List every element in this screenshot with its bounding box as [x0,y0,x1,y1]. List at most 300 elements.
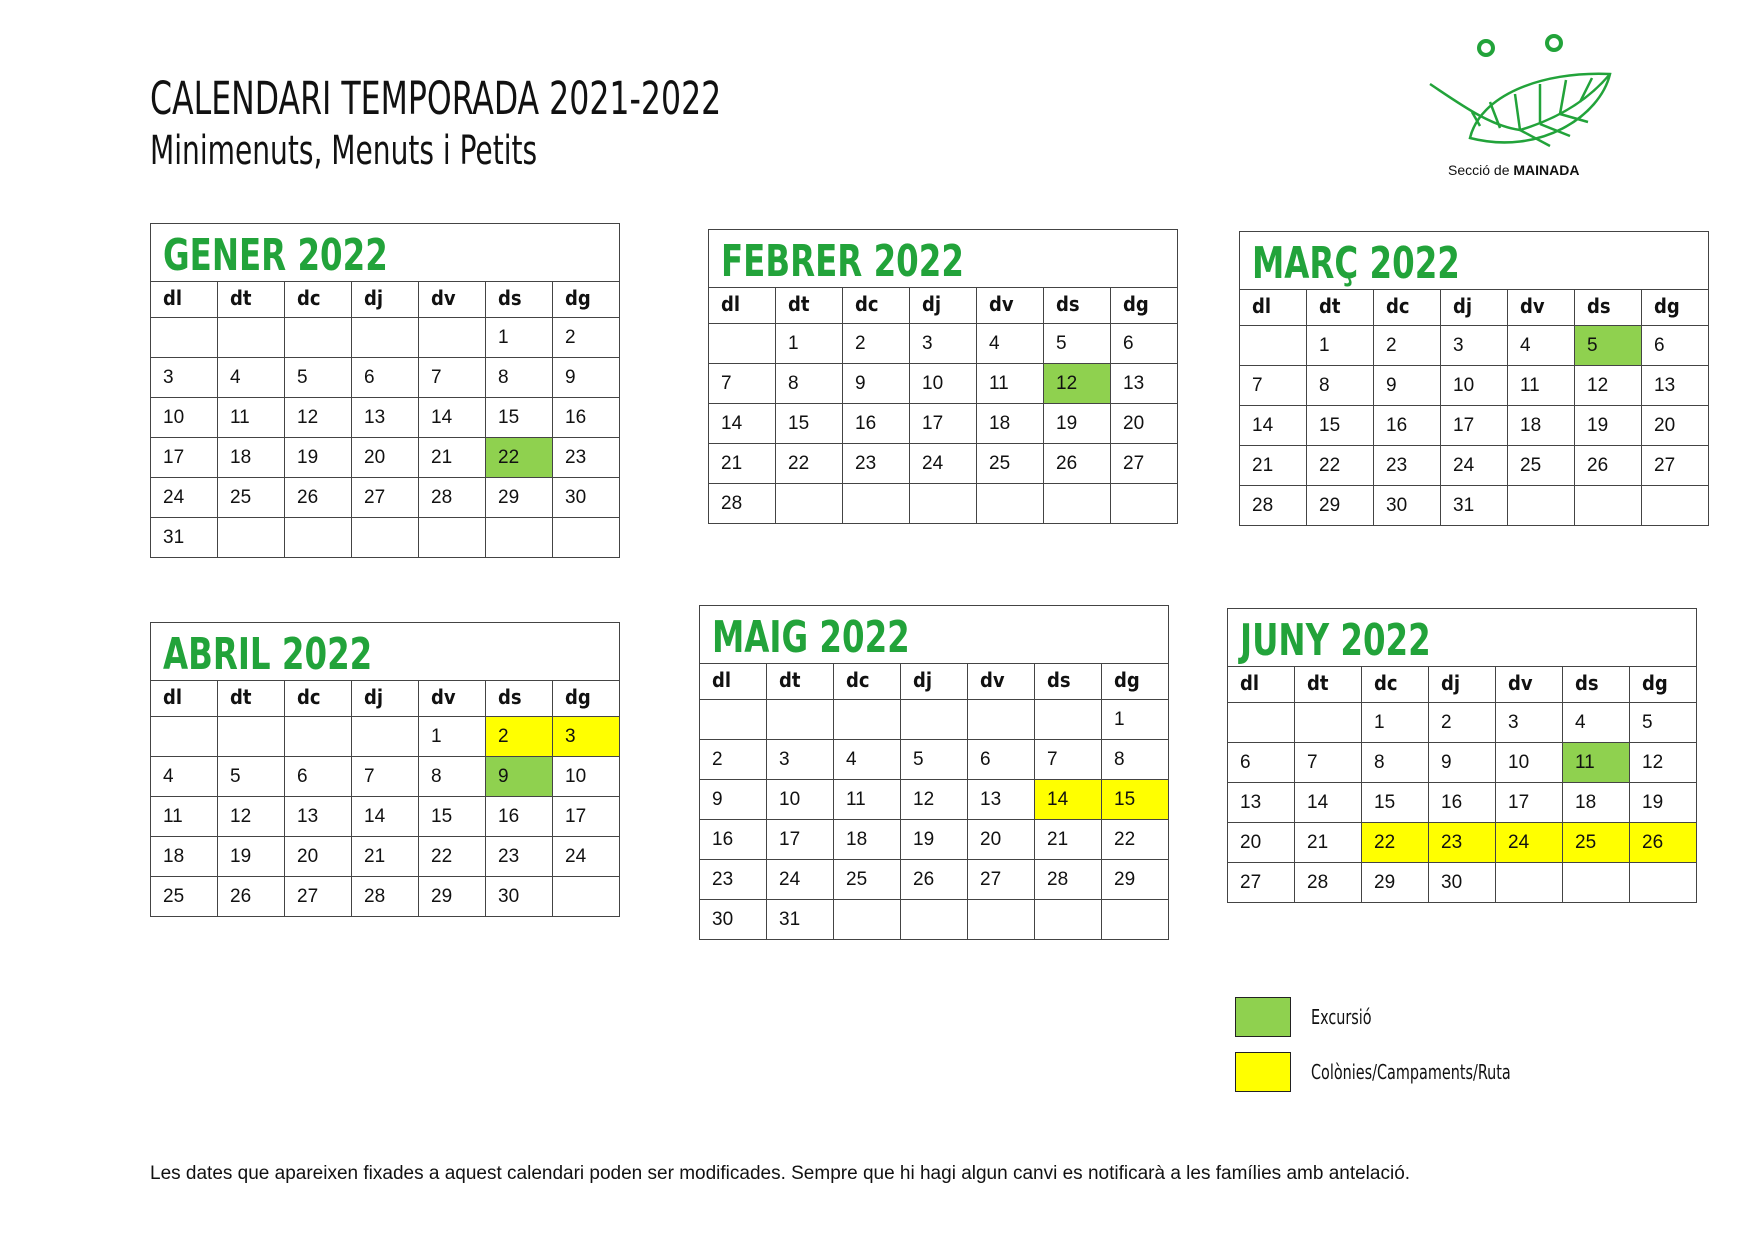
day-cell: 30 [1429,863,1496,903]
day-cell: 28 [1295,863,1362,903]
month-calendar [699,605,1169,940]
legend-label: Colònies/Campaments/Ruta [1311,1060,1511,1084]
day-cell: 14 [1035,780,1102,820]
day-cell: 9 [1429,743,1496,783]
day-cell: 27 [1642,446,1709,486]
day-cell: 20 [285,837,352,877]
day-cell: 28 [709,484,776,524]
empty-day-cell [218,717,285,757]
weekday-header: dj [1429,667,1496,703]
week-row [1240,406,1709,446]
day-cell: 17 [553,797,620,837]
day-cell: 17 [151,438,218,478]
week-row [700,780,1169,820]
day-cell: 24 [151,478,218,518]
weekday-header: ds [1563,667,1630,703]
week-row [151,398,620,438]
legend-item-excursio [1235,995,1561,1039]
day-cell: 10 [910,364,977,404]
day-cell: 5 [1044,324,1111,364]
week-row [151,438,620,478]
day-cell: 11 [218,398,285,438]
empty-day-cell [834,700,901,740]
day-cell: 24 [910,444,977,484]
week-row [151,797,620,837]
weekday-header-row [700,664,1169,700]
day-cell: 11 [1563,743,1630,783]
day-cell: 23 [700,860,767,900]
week-row [700,900,1169,940]
day-cell: 22 [419,837,486,877]
day-cell: 6 [968,740,1035,780]
week-row [151,877,620,917]
day-cell: 6 [1642,326,1709,366]
empty-day-cell [901,900,968,940]
day-cell: 1 [1307,326,1374,366]
empty-day-cell [1496,863,1563,903]
day-cell: 21 [419,438,486,478]
day-cell: 1 [419,717,486,757]
day-cell: 7 [709,364,776,404]
day-cell: 26 [1575,446,1642,486]
legend [1235,995,1561,1105]
week-row [700,700,1169,740]
day-cell: 9 [843,364,910,404]
empty-day-cell [1642,486,1709,526]
weekday-header: ds [486,681,553,717]
day-cell: 27 [285,877,352,917]
weekday-header: dc [843,288,910,324]
legend-swatch-colonies [1235,1052,1291,1092]
empty-day-cell [1295,703,1362,743]
weekday-header: dt [218,681,285,717]
weekday-header: dt [1295,667,1362,703]
day-cell: 13 [1111,364,1178,404]
empty-day-cell [1035,900,1102,940]
day-cell: 16 [700,820,767,860]
day-cell: 31 [151,518,218,558]
day-cell: 30 [1374,486,1441,526]
weekday-header: ds [1035,664,1102,700]
empty-day-cell [709,324,776,364]
day-cell: 15 [1102,780,1169,820]
day-cell: 16 [553,398,620,438]
day-cell: 1 [486,318,553,358]
empty-day-cell [776,484,843,524]
day-cell: 24 [553,837,620,877]
day-cell: 10 [1496,743,1563,783]
week-row [1240,446,1709,486]
empty-day-cell [1575,486,1642,526]
leaf-face-icon [1420,26,1630,166]
day-cell: 11 [1508,366,1575,406]
week-row [709,324,1178,364]
day-cell: 2 [1374,326,1441,366]
day-cell: 8 [419,757,486,797]
day-cell: 21 [1035,820,1102,860]
day-cell: 4 [1508,326,1575,366]
day-cell: 9 [700,780,767,820]
weekday-header-row [1240,290,1709,326]
day-cell: 5 [1575,326,1642,366]
month-header [150,223,620,281]
day-cell: 25 [1508,446,1575,486]
day-cell: 4 [218,358,285,398]
day-cell: 2 [1429,703,1496,743]
day-cell: 10 [151,398,218,438]
empty-day-cell [1044,484,1111,524]
week-row [709,484,1178,524]
day-cell: 12 [218,797,285,837]
day-cell: 12 [1630,743,1697,783]
weekday-header: dl [1240,290,1307,326]
day-cell: 13 [352,398,419,438]
day-cell: 14 [709,404,776,444]
day-cell: 29 [1362,863,1429,903]
day-cell: 11 [977,364,1044,404]
empty-day-cell [700,700,767,740]
month-header [699,605,1169,663]
day-cell: 8 [776,364,843,404]
day-cell: 17 [910,404,977,444]
day-cell: 14 [352,797,419,837]
weekday-header: dl [1228,667,1295,703]
day-cell: 23 [1429,823,1496,863]
weekday-header: dj [352,282,419,318]
day-cell: 4 [834,740,901,780]
day-cell: 30 [553,478,620,518]
day-cell: 27 [352,478,419,518]
empty-day-cell [834,900,901,940]
day-cell: 18 [218,438,285,478]
logo-caption: Secció de MAINADA [1448,162,1580,178]
weekday-header: dc [1374,290,1441,326]
day-cell: 22 [1102,820,1169,860]
day-cell: 19 [901,820,968,860]
day-cell: 5 [1630,703,1697,743]
month-title: JUNY 2022 [1240,615,1431,666]
day-cell: 13 [285,797,352,837]
week-row [1228,783,1697,823]
day-cell: 15 [1307,406,1374,446]
day-cell: 17 [767,820,834,860]
month-grid [150,680,620,917]
day-cell: 1 [1362,703,1429,743]
empty-day-cell [1630,863,1697,903]
day-cell: 19 [1044,404,1111,444]
week-row [151,717,620,757]
empty-day-cell [553,877,620,917]
month-title: FEBRER 2022 [721,236,964,287]
weekday-header: dg [553,282,620,318]
week-row [700,860,1169,900]
legend-swatch-excursio [1235,997,1291,1037]
day-cell: 9 [553,358,620,398]
month-grid [1239,289,1709,526]
day-cell: 7 [352,757,419,797]
legend-label: Excursió [1311,1005,1372,1029]
weekday-header: dj [1441,290,1508,326]
day-cell: 13 [1642,366,1709,406]
day-cell: 15 [776,404,843,444]
week-row [1228,743,1697,783]
day-cell: 18 [151,837,218,877]
weekday-header: dc [834,664,901,700]
empty-day-cell [977,484,1044,524]
empty-day-cell [968,700,1035,740]
day-cell: 20 [1111,404,1178,444]
weekday-header: dv [419,282,486,318]
weekday-header: dt [1307,290,1374,326]
month-header [708,229,1178,287]
day-cell: 16 [843,404,910,444]
month-calendar [1227,608,1697,903]
week-row [1228,863,1697,903]
day-cell: 29 [486,478,553,518]
day-cell: 23 [553,438,620,478]
day-cell: 4 [977,324,1044,364]
day-cell: 14 [1240,406,1307,446]
day-cell: 31 [767,900,834,940]
day-cell: 10 [767,780,834,820]
month-header [1227,608,1697,666]
day-cell: 21 [1295,823,1362,863]
week-row [700,740,1169,780]
day-cell: 23 [1374,446,1441,486]
day-cell: 29 [1102,860,1169,900]
weekday-header: dv [1508,290,1575,326]
weekday-header-row [709,288,1178,324]
day-cell: 17 [1496,783,1563,823]
day-cell: 14 [419,398,486,438]
month-calendar [708,229,1178,524]
week-row [151,478,620,518]
subtitle-line: Minimenuts, Menuts i Petits [150,128,538,174]
day-cell: 6 [352,358,419,398]
month-title: GENER 2022 [163,230,388,281]
month-title: MARÇ 2022 [1252,238,1460,289]
week-row [151,318,620,358]
empty-day-cell [767,700,834,740]
day-cell: 2 [486,717,553,757]
day-cell: 30 [700,900,767,940]
empty-day-cell [218,318,285,358]
day-cell: 7 [1035,740,1102,780]
day-cell: 18 [834,820,901,860]
day-cell: 12 [1575,366,1642,406]
day-cell: 12 [1044,364,1111,404]
weekday-header-row [151,681,620,717]
week-row [709,364,1178,404]
empty-day-cell [419,518,486,558]
weekday-header: dj [352,681,419,717]
month-calendar [150,622,620,917]
weekday-header-row [151,282,620,318]
day-cell: 20 [1642,406,1709,446]
week-row [709,444,1178,484]
day-cell: 28 [352,877,419,917]
day-cell: 28 [1240,486,1307,526]
weekday-header: dg [553,681,620,717]
day-cell: 11 [151,797,218,837]
empty-day-cell [843,484,910,524]
week-row [1240,326,1709,366]
day-cell: 21 [1240,446,1307,486]
day-cell: 22 [1307,446,1374,486]
day-cell: 8 [1362,743,1429,783]
day-cell: 14 [1295,783,1362,823]
empty-day-cell [1563,863,1630,903]
day-cell: 9 [486,757,553,797]
day-cell: 25 [151,877,218,917]
day-cell: 3 [151,358,218,398]
month-calendar [150,223,620,558]
day-cell: 25 [1563,823,1630,863]
legend-item-colonies [1235,1050,1561,1094]
day-cell: 3 [1496,703,1563,743]
day-cell: 24 [1441,446,1508,486]
empty-day-cell [285,318,352,358]
day-cell: 2 [553,318,620,358]
day-cell: 21 [352,837,419,877]
weekday-header: dl [151,681,218,717]
weekday-header: dt [776,288,843,324]
week-row [151,837,620,877]
month-calendar [1239,231,1709,526]
day-cell: 29 [419,877,486,917]
weekday-header: dl [709,288,776,324]
day-cell: 13 [1228,783,1295,823]
empty-day-cell [151,318,218,358]
day-cell: 26 [1044,444,1111,484]
day-cell: 26 [285,478,352,518]
empty-day-cell [285,518,352,558]
empty-day-cell [218,518,285,558]
day-cell: 27 [968,860,1035,900]
day-cell: 13 [968,780,1035,820]
weekday-header: ds [1575,290,1642,326]
day-cell: 12 [285,398,352,438]
empty-day-cell [151,717,218,757]
day-cell: 4 [1563,703,1630,743]
weekday-header: dv [968,664,1035,700]
month-title: ABRIL 2022 [163,629,373,680]
day-cell: 25 [834,860,901,900]
day-cell: 15 [1362,783,1429,823]
day-cell: 31 [1441,486,1508,526]
empty-day-cell [901,700,968,740]
day-cell: 3 [910,324,977,364]
day-cell: 20 [352,438,419,478]
week-row [151,358,620,398]
month-grid [150,281,620,558]
month-grid [699,663,1169,940]
day-cell: 24 [767,860,834,900]
empty-day-cell [968,900,1035,940]
month-title: MAIG 2022 [712,612,910,663]
day-cell: 8 [486,358,553,398]
day-cell: 5 [285,358,352,398]
weekday-header-row [1228,667,1697,703]
weekday-header: dl [700,664,767,700]
footnote: Les dates que apareixen fixades a aquest calendari poden ser modificades. Sempre que hi hagi algun canvi es notificarà a les famílies amb antelació. [150,1163,1411,1184]
month-header [150,622,620,680]
day-cell: 16 [1429,783,1496,823]
day-cell: 22 [1362,823,1429,863]
weekday-header: dj [901,664,968,700]
logo [1420,26,1630,186]
week-row [1240,486,1709,526]
day-cell: 28 [1035,860,1102,900]
day-cell: 23 [486,837,553,877]
day-cell: 1 [776,324,843,364]
empty-day-cell [1111,484,1178,524]
weekday-header: dt [218,282,285,318]
day-cell: 21 [709,444,776,484]
week-row [700,820,1169,860]
month-header [1239,231,1709,289]
page-title [150,72,722,174]
day-cell: 12 [901,780,968,820]
day-cell: 3 [1441,326,1508,366]
weekday-header: dc [285,681,352,717]
empty-day-cell [352,717,419,757]
day-cell: 20 [968,820,1035,860]
day-cell: 8 [1102,740,1169,780]
week-row [1228,703,1697,743]
day-cell: 7 [419,358,486,398]
week-row [1240,366,1709,406]
day-cell: 15 [486,398,553,438]
day-cell: 7 [1240,366,1307,406]
day-cell: 26 [218,877,285,917]
empty-day-cell [1508,486,1575,526]
day-cell: 16 [486,797,553,837]
empty-day-cell [352,318,419,358]
day-cell: 6 [1228,743,1295,783]
empty-day-cell [1102,900,1169,940]
day-cell: 23 [843,444,910,484]
week-row [151,518,620,558]
empty-day-cell [419,318,486,358]
day-cell: 10 [553,757,620,797]
week-row [1228,823,1697,863]
day-cell: 3 [767,740,834,780]
weekday-header: ds [1044,288,1111,324]
day-cell: 6 [285,757,352,797]
weekday-header: dv [419,681,486,717]
weekday-header: ds [486,282,553,318]
month-grid [708,287,1178,524]
day-cell: 18 [1563,783,1630,823]
day-cell: 27 [1111,444,1178,484]
empty-day-cell [1035,700,1102,740]
empty-day-cell [1240,326,1307,366]
day-cell: 19 [218,837,285,877]
day-cell: 8 [1307,366,1374,406]
weekday-header: dv [1496,667,1563,703]
day-cell: 19 [1630,783,1697,823]
day-cell: 5 [901,740,968,780]
empty-day-cell [553,518,620,558]
day-cell: 2 [843,324,910,364]
day-cell: 15 [419,797,486,837]
weekday-header: dv [977,288,1044,324]
title-line: CALENDARI TEMPORADA 2021-2022 [150,72,722,125]
day-cell: 17 [1441,406,1508,446]
empty-day-cell [486,518,553,558]
day-cell: 7 [1295,743,1362,783]
